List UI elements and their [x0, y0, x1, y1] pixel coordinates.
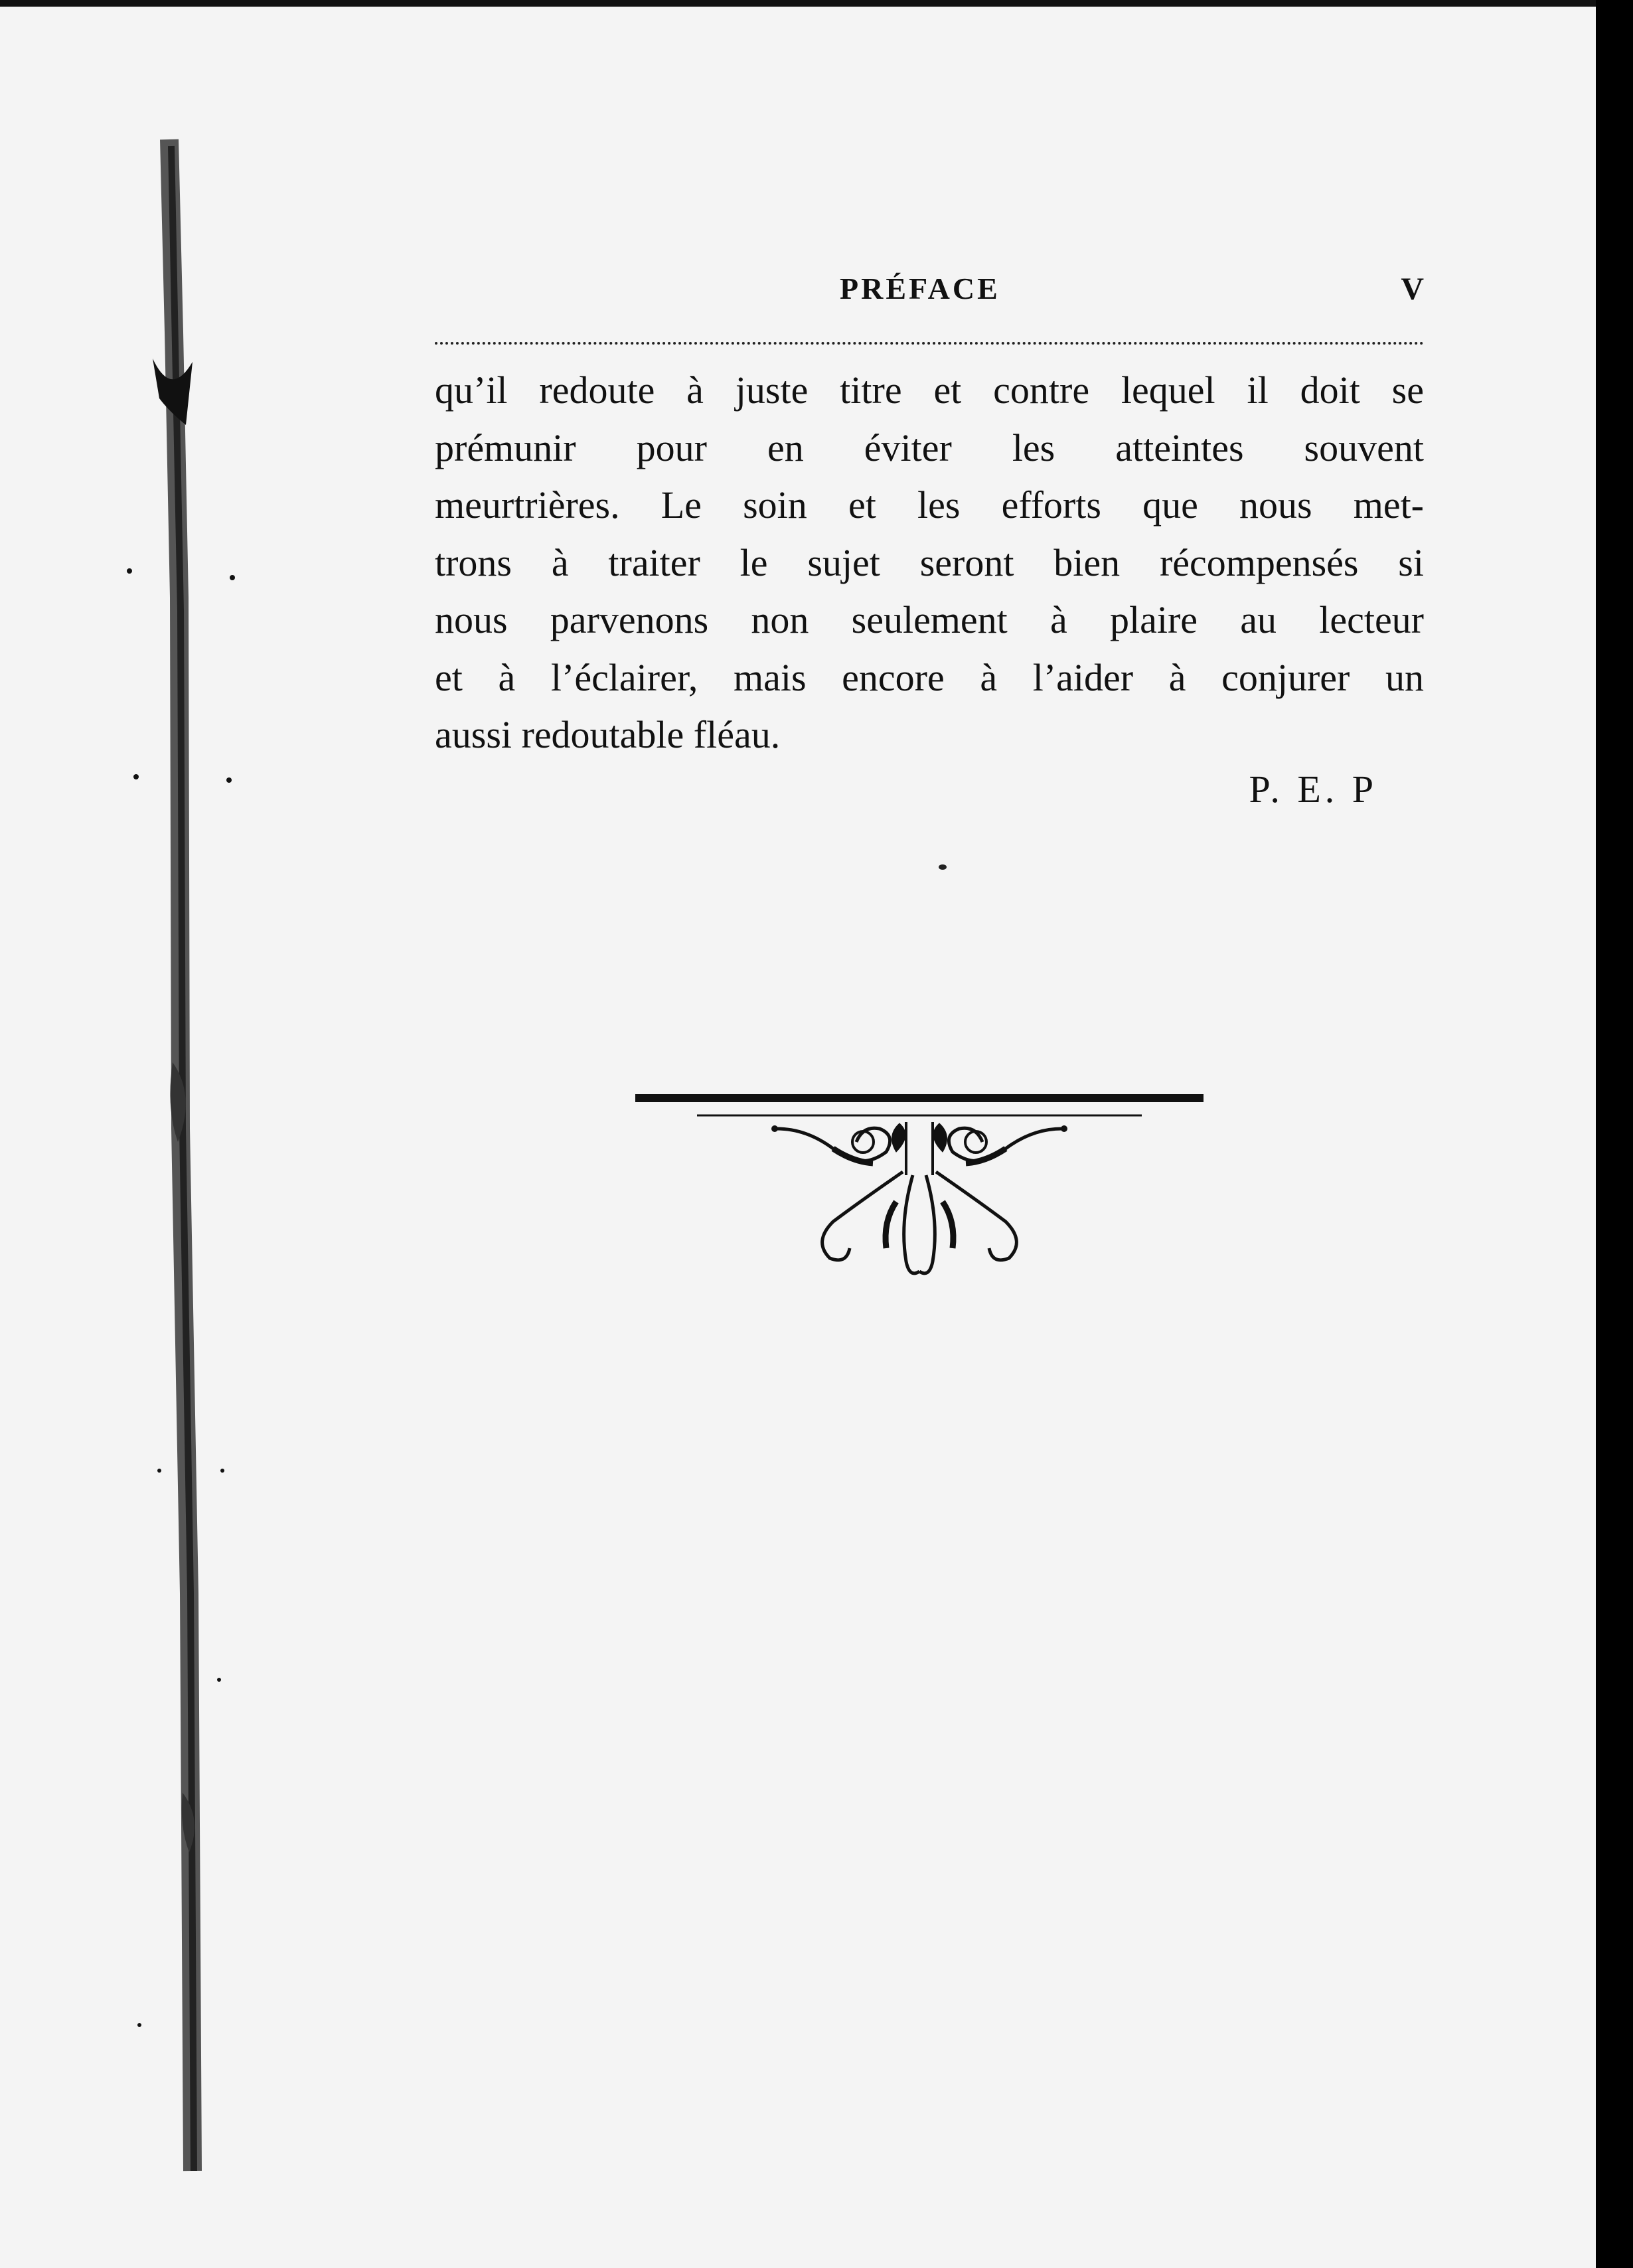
scan-top-edge — [0, 0, 1633, 7]
page-number: V — [1401, 272, 1424, 307]
body-paragraph — [435, 362, 1424, 764]
binding-gutter — [0, 0, 239, 2268]
running-title: PRÉFACE — [840, 272, 1000, 305]
text-line: trons à traiter le sujet seront bien récompensés si — [435, 540, 1424, 584]
ink-speck — [939, 864, 947, 870]
running-head — [435, 259, 1424, 319]
text-line: et à l’éclairer, mais encore à l’aider à conjurer un — [435, 655, 1424, 699]
text-line: meurtrières. Le soin et les efforts que nous met- — [435, 483, 1424, 526]
text-line: qu’il redoute à juste titre et contre lequel il doit se — [435, 368, 1424, 412]
text-line: aussi redoutable fléau. — [435, 713, 781, 756]
signature: P. E. P — [1249, 768, 1377, 811]
text-line: prémunir pour en éviter les atteintes souvent — [435, 426, 1424, 469]
fleuron-ornament-icon — [634, 1089, 1205, 1288]
text-line: nous parvenons non seulement à plaire au lecteur — [435, 598, 1424, 641]
page-content — [435, 259, 1424, 811]
scan-right-edge — [1596, 0, 1633, 2268]
header-dotted-rule — [435, 342, 1424, 345]
